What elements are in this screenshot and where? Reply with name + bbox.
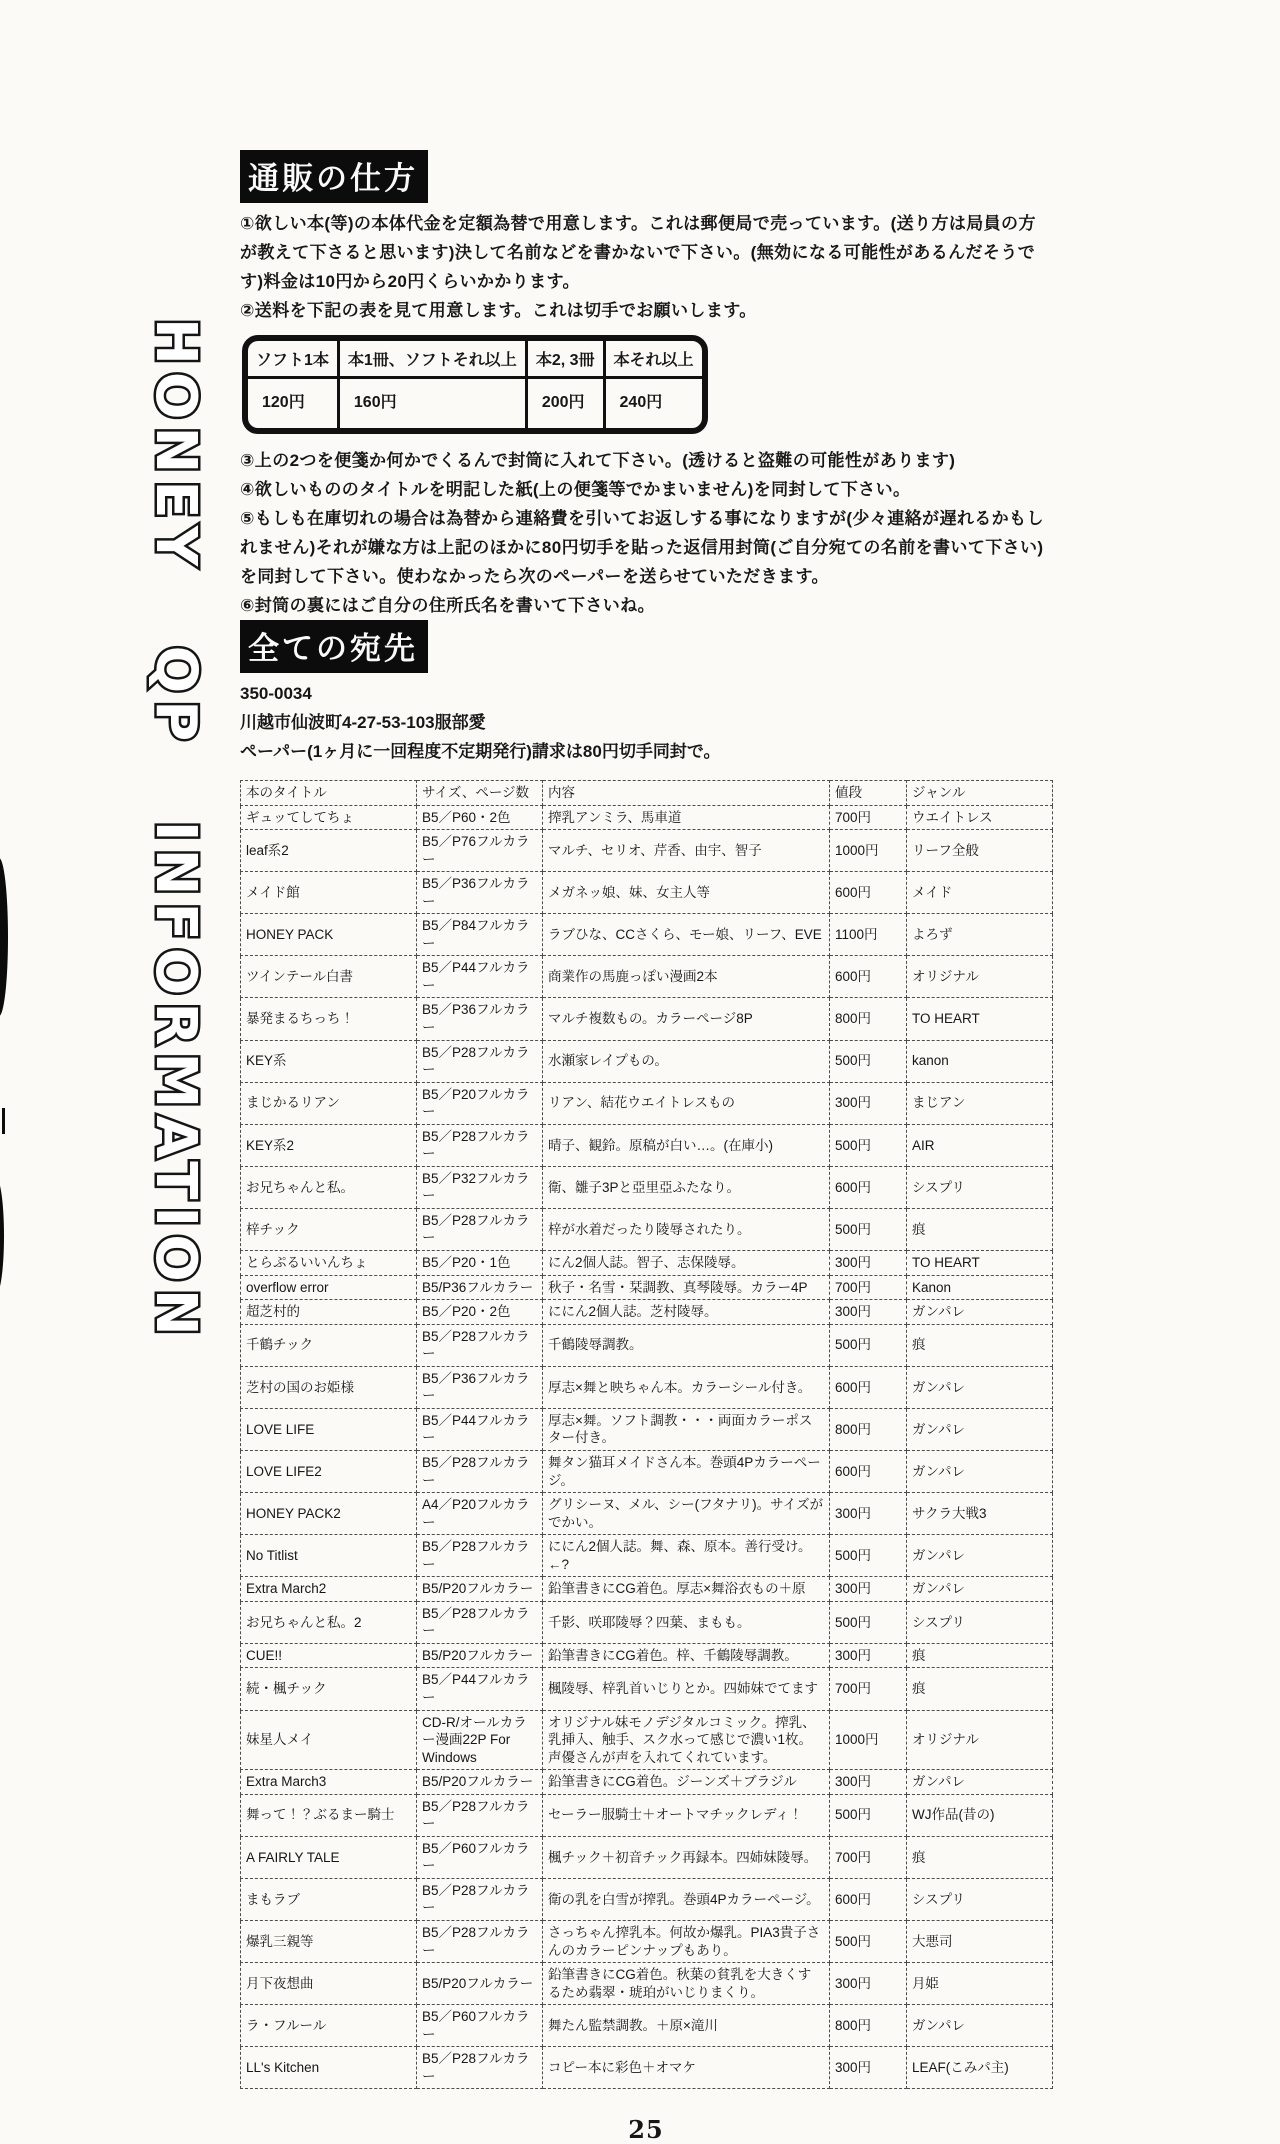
description-cell: マルチ、セリオ、芹香、由宇、智子 [543, 830, 830, 872]
genre-cell: オリジナル [907, 1710, 1053, 1770]
genre-cell: 大悪司 [907, 1920, 1053, 1962]
size-pages-cell: B5／P36フルカラー [417, 872, 543, 914]
genre-cell: よろず [907, 914, 1053, 956]
description-cell: 楓チック＋初音チック再録本。四姉妹陵辱。 [543, 1836, 830, 1878]
description-cell: 衛の乳を白雪が搾乳。巻頭4Pカラーページ。 [543, 1878, 830, 1920]
size-pages-cell: B5／P28フルカラー [417, 1124, 543, 1166]
genre-cell: WJ作品(昔の) [907, 1794, 1053, 1836]
size-pages-cell: B5／P28フルカラー [417, 1040, 543, 1082]
description-cell: 衛、雛子3Pと亞里亞ふたなり。 [543, 1166, 830, 1208]
size-pages-cell: B5/P36フルカラー [417, 1275, 543, 1300]
size-pages-cell: B5／P60フルカラー [417, 1836, 543, 1878]
description-cell: セーラー服騎士＋オートマチックレディ！ [543, 1794, 830, 1836]
size-pages-cell: B5／P28フルカラー [417, 1878, 543, 1920]
price-cell: 800円 [830, 2005, 907, 2047]
genre-cell: ガンパレ [907, 1535, 1053, 1577]
catalog-header-row [241, 781, 1053, 806]
description-cell: 搾乳アンミラ、馬車道 [543, 805, 830, 830]
table-row [241, 1082, 1053, 1124]
price-cell: 300円 [830, 1577, 907, 1602]
size-pages-cell: B5／P60フルカラー [417, 2005, 543, 2047]
description-cell: オリジナル妹モノデジタルコミック。搾乳、乳挿入、触手、スク水って感じで濃い1枚。声優さんが声を入れてくれています。 [543, 1710, 830, 1770]
description-cell: ににん2個人誌。芝村陵辱。 [543, 1300, 830, 1325]
description-cell: 鉛筆書きにCG着色。梓、千鶴陵辱調教。 [543, 1643, 830, 1668]
price-cell: 600円 [830, 1366, 907, 1408]
table-row [241, 1208, 1053, 1250]
size-pages-cell: B5／P28フルカラー [417, 1601, 543, 1643]
catalog-header-cell: 内容 [543, 781, 830, 806]
genre-cell: まじアン [907, 1082, 1053, 1124]
book-title-cell: 舞って！？ぶるまー騎士 [241, 1794, 417, 1836]
size-pages-cell: B5／P28フルカラー [417, 1535, 543, 1577]
book-title-cell: 暴発まるちっち！ [241, 998, 417, 1040]
book-title-cell: お兄ちゃんと私。 [241, 1166, 417, 1208]
step-text: ⑤もしも在庫切れの場合は為替から連絡費を引いてお返しする事になりますが(少々連絡が遅れるかもしれません)それが嫌な方は上記のほかに80円切手を貼った返信用封筒(ご自分宛ての名前を書いて下さい)を同封して下さい。使わなかったら次のペーパーを送らせていただきます。 [240, 509, 1044, 586]
description-cell: 楓陵辱、梓乳首いじりとか。四姉妹でてます [543, 1668, 830, 1710]
table-row [241, 1601, 1053, 1643]
step-text: ①欲しい本(等)の本体代金を定額為替で用意します。これは郵便局で売っています。(送り方は局員の方が教えて下さると思います)決して名前などを書かないで下さい。(無効になる可能性があるんだそうです)料金は10円から20円くらいかかります。 [240, 214, 1036, 291]
book-catalog-table [240, 780, 1053, 2089]
description-cell: 鉛筆書きにCG着色。厚志×舞浴衣もの＋原 [543, 1577, 830, 1602]
size-pages-cell: B5／P28フルカラー [417, 1324, 543, 1366]
size-pages-cell: B5/P20フルカラー [417, 1643, 543, 1668]
postage-fee-table [242, 335, 708, 434]
size-pages-cell: B5／P20・1色 [417, 1251, 543, 1276]
table-row [241, 1166, 1053, 1208]
book-title-cell: 爆乳三親等 [241, 1920, 417, 1962]
book-title-cell: ツインテール白書 [241, 956, 417, 998]
description-cell: 鉛筆書きにCG着色。ジーンズ＋ブラジル [543, 1770, 830, 1795]
howto-section-title: 通販の仕方 [240, 150, 428, 203]
price-cell: 600円 [830, 1450, 907, 1492]
description-cell: リアン、結花ウエイトレスもの [543, 1082, 830, 1124]
price-cell: 500円 [830, 1040, 907, 1082]
size-pages-cell: B5／P44フルカラー [417, 1408, 543, 1450]
size-pages-cell: B5/P20フルカラー [417, 1963, 543, 2005]
catalog-header-cell: ジャンル [907, 781, 1053, 806]
genre-cell: TO HEART [907, 998, 1053, 1040]
price-cell: 500円 [830, 1794, 907, 1836]
price-cell: 300円 [830, 1770, 907, 1795]
size-pages-cell: B5／P28フルカラー [417, 2047, 543, 2089]
book-title-cell: 千鶴チック [241, 1324, 417, 1366]
size-pages-cell: B5／P28フルカラー [417, 1450, 543, 1492]
table-row [241, 1770, 1053, 1795]
genre-cell: 痕 [907, 1324, 1053, 1366]
book-title-cell: leaf系2 [241, 830, 417, 872]
size-pages-cell: A4／P20フルカラー [417, 1493, 543, 1535]
description-cell: ラブひな、CCさくら、モー娘、リーフ、EVE [543, 914, 830, 956]
book-title-cell: まじかるリアン [241, 1082, 417, 1124]
size-pages-cell: B5／P28フルカラー [417, 1920, 543, 1962]
genre-cell: サクラ大戦3 [907, 1493, 1053, 1535]
price-cell: 500円 [830, 1324, 907, 1366]
table-row [241, 830, 1053, 872]
genre-cell: リーフ全般 [907, 830, 1053, 872]
description-cell: 厚志×舞。ソフト調教・・・両面カラーポスター付き。 [543, 1408, 830, 1450]
price-cell: 300円 [830, 1300, 907, 1325]
price-cell: 300円 [830, 1251, 907, 1276]
table-row [241, 1577, 1053, 1602]
size-pages-cell: B5／P28フルカラー [417, 1208, 543, 1250]
description-cell: グリシーヌ、メル、シー(フタナリ)。サイズがでかい。 [543, 1493, 830, 1535]
table-row [241, 1324, 1053, 1366]
table-row [241, 1275, 1053, 1300]
price-cell: 600円 [830, 956, 907, 998]
table-row [241, 1408, 1053, 1450]
price-cell: 1000円 [830, 830, 907, 872]
price-cell: 800円 [830, 1408, 907, 1450]
price-cell: 300円 [830, 1082, 907, 1124]
genre-cell: ウエイトレス [907, 805, 1053, 830]
price-cell: 1000円 [830, 1710, 907, 1770]
price-cell: 300円 [830, 1963, 907, 2005]
table-row [241, 1836, 1053, 1878]
fee-value-cell: 160円 [337, 379, 525, 428]
mail-order-steps [240, 209, 1052, 325]
book-title-cell: No Titlist [241, 1535, 417, 1577]
table-row [241, 1643, 1053, 1668]
genre-cell: 痕 [907, 1208, 1053, 1250]
price-cell: 300円 [830, 1493, 907, 1535]
genre-cell: AIR [907, 1124, 1053, 1166]
addresses-section-title: 全ての宛先 [240, 620, 428, 673]
table-row [241, 1124, 1053, 1166]
table-row [241, 1710, 1053, 1770]
catalog-body [241, 805, 1053, 2089]
table-row [241, 1493, 1053, 1535]
size-pages-cell: B5/P20フルカラー [417, 1577, 543, 1602]
book-title-cell: KEY系 [241, 1040, 417, 1082]
genre-cell: メイド [907, 872, 1053, 914]
price-cell: 600円 [830, 1166, 907, 1208]
price-cell: 300円 [830, 2047, 907, 2089]
price-cell: 500円 [830, 1208, 907, 1250]
table-row [241, 2005, 1053, 2047]
description-cell: 商業作の馬鹿っぽい漫画2本 [543, 956, 830, 998]
book-title-cell: 妹星人メイ [241, 1710, 417, 1770]
book-title-cell: 超芝村的 [241, 1300, 417, 1325]
table-row [241, 1366, 1053, 1408]
step-text: ③上の2つを便箋か何かでくるんで封筒に入れて下さい。(透けると盗難の可能性があります) [240, 451, 956, 470]
step-text: ④欲しいもののタイトルを明記した紙(上の便箋等でかまいません)を同封して下さい。 [240, 480, 911, 499]
description-cell: 千影、咲耶陵辱？四葉、まもも。 [543, 1601, 830, 1643]
description-cell: 水瀬家レイプもの。 [543, 1040, 830, 1082]
price-cell: 500円 [830, 1124, 907, 1166]
genre-cell: ガンパレ [907, 1577, 1053, 1602]
size-pages-cell: B5／P76フルカラー [417, 830, 543, 872]
genre-cell: kanon [907, 1040, 1053, 1082]
price-cell: 600円 [830, 872, 907, 914]
genre-cell: Kanon [907, 1275, 1053, 1300]
genre-cell: ガンパレ [907, 1300, 1053, 1325]
size-pages-cell: B5／P28フルカラー [417, 1794, 543, 1836]
size-pages-cell: B5／P84フルカラー [417, 914, 543, 956]
genre-cell: ガンパレ [907, 1450, 1053, 1492]
description-cell: 梓が水着だったり陵辱されたり。 [543, 1208, 830, 1250]
fee-value-cell: 200円 [525, 379, 603, 428]
table-row [241, 2047, 1053, 2089]
description-cell: メガネッ娘、妹、女主人等 [543, 872, 830, 914]
genre-cell: TO HEART [907, 1251, 1053, 1276]
table-row [241, 914, 1053, 956]
fee-header-cell: 本1冊、ソフトそれ以上 [337, 341, 525, 379]
description-cell: 舞タン猫耳メイドさん本。巻頭4Pカラーページ。 [543, 1450, 830, 1492]
genre-cell: シスプリ [907, 1166, 1053, 1208]
genre-cell: 痕 [907, 1836, 1053, 1878]
table-row [241, 1963, 1053, 2005]
book-title-cell: メイド館 [241, 872, 417, 914]
genre-cell: LEAF(こみパ主) [907, 2047, 1053, 2089]
book-title-cell: お兄ちゃんと私。2 [241, 1601, 417, 1643]
table-row [241, 956, 1053, 998]
description-cell: ににん2個人誌。舞、森、原本。善行受け。←? [543, 1535, 830, 1577]
book-title-cell: 芝村の国のお姫様 [241, 1366, 417, 1408]
paper-request-note: ペーパー(1ヶ月に一回程度不定期発行)請求は80円切手同封で。 [240, 742, 721, 761]
page-number: 25 [628, 2115, 664, 2144]
side-vertical-title: HONEY QP INFORMATION [143, 318, 208, 1343]
step-text: ⑥封筒の裏にはご自分の住所氏名を書いて下さいね。 [240, 596, 655, 615]
book-title-cell: ギュッてしてちょ [241, 805, 417, 830]
table-row [241, 872, 1053, 914]
size-pages-cell: B5／P32フルカラー [417, 1166, 543, 1208]
size-pages-cell: B5／P60・2色 [417, 805, 543, 830]
book-title-cell: LOVE LIFE2 [241, 1450, 417, 1492]
table-row [241, 805, 1053, 830]
catalog-header-cell: サイズ、ページ数 [417, 781, 543, 806]
price-cell: 700円 [830, 805, 907, 830]
fee-value-cell: 120円 [262, 394, 305, 411]
book-title-cell: とらぷるいいんちょ [241, 1251, 417, 1276]
price-cell: 700円 [830, 1836, 907, 1878]
price-cell: 800円 [830, 998, 907, 1040]
genre-cell: ガンパレ [907, 1408, 1053, 1450]
book-title-cell: 梓チック [241, 1208, 417, 1250]
book-title-cell: LL's Kitchen [241, 2047, 417, 2089]
description-cell: さっちゃん搾乳本。何故か爆乳。PIA3貴子さんのカラーピンナップもあり。 [543, 1920, 830, 1962]
genre-cell: 痕 [907, 1643, 1053, 1668]
fee-table-header-row [248, 341, 702, 379]
table-row [241, 1300, 1053, 1325]
book-title-cell: Extra March3 [241, 1770, 417, 1795]
book-title-cell: A FAIRLY TALE [241, 1836, 417, 1878]
catalog-header-cell: 値段 [830, 781, 907, 806]
book-title-cell: Extra March2 [241, 1577, 417, 1602]
price-cell: 700円 [830, 1668, 907, 1710]
genre-cell: 月姫 [907, 1963, 1053, 2005]
book-title-cell: 続・楓チック [241, 1668, 417, 1710]
price-cell: 500円 [830, 1601, 907, 1643]
fee-value-cell: 240円 [603, 379, 702, 428]
fee-header-cell: 本それ以上 [603, 341, 702, 379]
scan-artifact [2, 1108, 5, 1134]
description-cell: 秋子・名雪・栞調教、真琴陵辱。カラー4P [543, 1275, 830, 1300]
price-cell: 300円 [830, 1643, 907, 1668]
catalog-header-cell: 本のタイトル [241, 781, 417, 806]
table-row [241, 1668, 1053, 1710]
description-cell: 晴子、観鈴。原稿が白い…。(在庫小) [543, 1124, 830, 1166]
fee-table-value-row [248, 379, 702, 428]
fee-header-cell: ソフト1本 [248, 341, 337, 379]
page-content [240, 150, 1052, 2144]
table-row [241, 1920, 1053, 1962]
size-pages-cell: B5／P20・2色 [417, 1300, 543, 1325]
description-cell: 舞たん監禁調教。＋原×滝川 [543, 2005, 830, 2047]
table-row [241, 1450, 1053, 1492]
table-row [241, 1535, 1053, 1577]
genre-cell: 痕 [907, 1668, 1053, 1710]
scan-artifact [0, 1178, 4, 1294]
size-pages-cell: B5／P20フルカラー [417, 1082, 543, 1124]
postal-code: 350-0034 [240, 684, 312, 703]
table-row [241, 1878, 1053, 1920]
table-row [241, 998, 1053, 1040]
table-row [241, 1040, 1053, 1082]
size-pages-cell: B5/P20フルカラー [417, 1770, 543, 1795]
table-row [241, 1794, 1053, 1836]
size-pages-cell: B5／P36フルカラー [417, 998, 543, 1040]
step-text: ②送料を下記の表を見て用意します。これは切手でお願いします。 [240, 301, 757, 320]
description-cell: マルチ複数もの。カラーページ8P [543, 998, 830, 1040]
price-cell: 500円 [830, 1535, 907, 1577]
size-pages-cell: B5／P44フルカラー [417, 1668, 543, 1710]
price-cell: 1100円 [830, 914, 907, 956]
genre-cell: ガンパレ [907, 2005, 1053, 2047]
table-row [241, 1251, 1053, 1276]
size-pages-cell: B5／P36フルカラー [417, 1366, 543, 1408]
mail-order-steps-after-table [240, 446, 1052, 620]
description-cell: にん2個人誌。智子、志保陵辱。 [543, 1251, 830, 1276]
size-pages-cell: CD-R/オールカラー漫画22P For Windows [417, 1710, 543, 1770]
book-title-cell: LOVE LIFE [241, 1408, 417, 1450]
description-cell: 厚志×舞と映ちゃん本。カラーシール付き。 [543, 1366, 830, 1408]
book-title-cell: 月下夜想曲 [241, 1963, 417, 2005]
address-line: 川越市仙波町4-27-53-103服部愛 [240, 713, 486, 732]
book-title-cell: ラ・フルール [241, 2005, 417, 2047]
book-title-cell: CUE!! [241, 1643, 417, 1668]
description-cell: 鉛筆書きにCG着色。秋葉の貧乳を大きくするため翡翠・琥珀がいじりまくり。 [543, 1963, 830, 2005]
description-cell: 千鶴陵辱調教。 [543, 1324, 830, 1366]
genre-cell: ガンパレ [907, 1770, 1053, 1795]
genre-cell: シスプリ [907, 1601, 1053, 1643]
description-cell: コピー本に彩色＋オマケ [543, 2047, 830, 2089]
price-cell: 600円 [830, 1878, 907, 1920]
book-title-cell: KEY系2 [241, 1124, 417, 1166]
book-title-cell: HONEY PACK2 [241, 1493, 417, 1535]
size-pages-cell: B5／P44フルカラー [417, 956, 543, 998]
scan-artifact [0, 858, 8, 1016]
address-block [240, 679, 1052, 766]
book-title-cell: overflow error [241, 1275, 417, 1300]
genre-cell: シスプリ [907, 1878, 1053, 1920]
price-cell: 700円 [830, 1275, 907, 1300]
price-cell: 500円 [830, 1920, 907, 1962]
fee-header-cell: 本2, 3冊 [525, 341, 603, 379]
genre-cell: ガンパレ [907, 1366, 1053, 1408]
book-title-cell: HONEY PACK [241, 914, 417, 956]
book-title-cell: まもラブ [241, 1878, 417, 1920]
genre-cell: オリジナル [907, 956, 1053, 998]
